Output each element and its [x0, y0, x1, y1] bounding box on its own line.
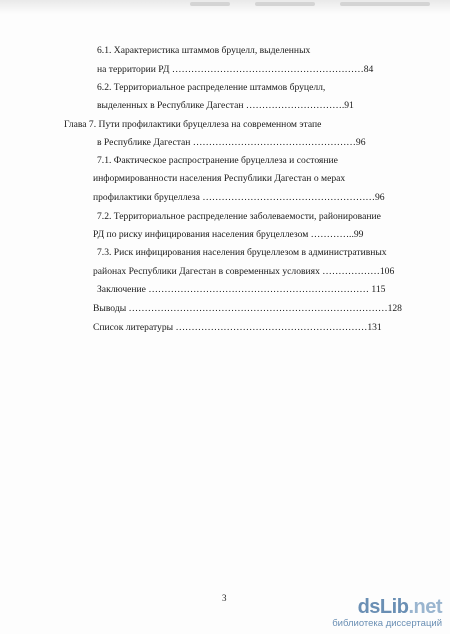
toc-line: информированности населения Республики Дагестан о мерах [93, 173, 346, 184]
toc-line: районах Республики Дагестан в современных условиях ………………106 [93, 266, 395, 277]
toc-chapter-line: Глава 7. Пути профилактики бруцеллеза на современном этапе [64, 119, 322, 130]
watermark-subtitle: библиотека диссертаций [332, 618, 442, 629]
toc-line: профилактики бруцеллеза ………………………………………………96 [93, 192, 385, 203]
toc-line: 6.1. Характеристика штаммов бруцелл, выделенных [97, 45, 311, 56]
toc-line: в Республике Дагестан ……………………………………………96 [97, 137, 366, 148]
toc-line: Заключение …………………………………………………………… 115 [97, 284, 386, 295]
scan-bleed [0, 0, 450, 14]
watermark-logo-main: dsLib [357, 596, 409, 618]
toc-line: 7.1. Фактическое распространение бруцеллеза и состояние [97, 155, 338, 166]
toc-line: выделенных в Республике Дагестан ………………………….91 [97, 100, 354, 111]
watermark-logo-dot: .net [408, 596, 442, 618]
toc-line: 7.3. Риск инфицирования населения бруцеллезом в административных [97, 247, 387, 258]
toc-line: 6.2. Территориальное распределение штаммов бруцелл, [97, 82, 326, 93]
watermark [292, 596, 442, 630]
page-number: 3 [222, 593, 227, 603]
watermark-logo [358, 596, 442, 619]
toc-line: на территории РД ……………………………………………………84 [97, 64, 374, 75]
toc-line: 7.2. Территориальное распределение заболеваемости, районирование [97, 211, 381, 222]
toc-line: РД по риску инфицирования населения бруцеллезом …………..99 [93, 229, 364, 240]
toc-line: Список литературы ……………………………………………………131 [93, 322, 382, 333]
toc-line: Выводы ………………………………………………………………………128 [93, 303, 402, 314]
